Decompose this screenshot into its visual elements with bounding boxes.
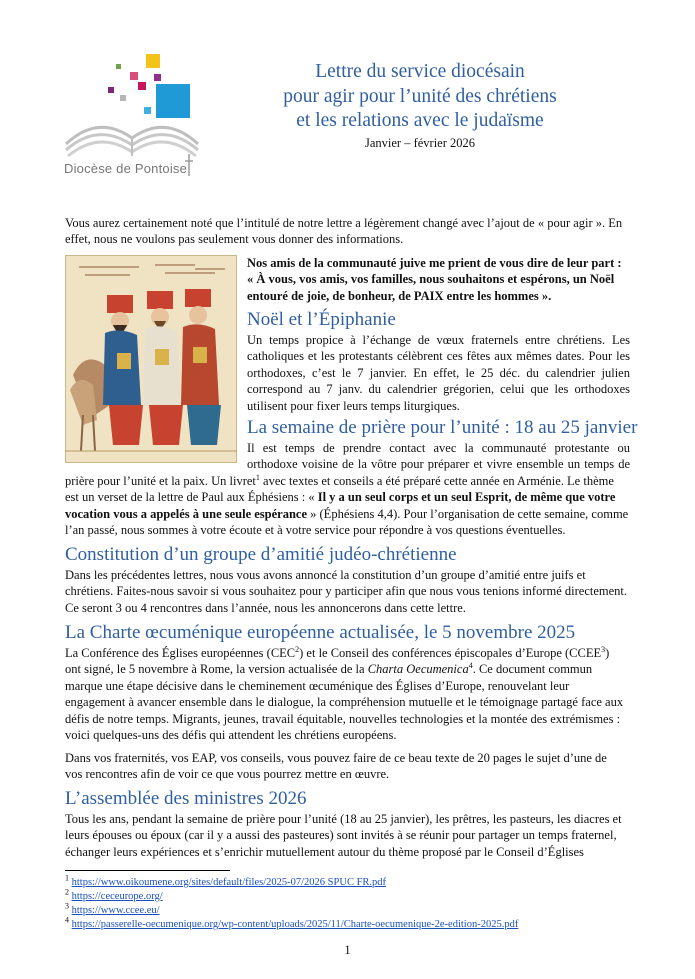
text-span: . Ce document commun xyxy=(472,662,593,677)
footnote-ref: 4 xyxy=(468,661,473,671)
text-line xyxy=(65,661,630,677)
text-line: l’an passé, nous sommes à votre écoute et à votre service pour répondre à vos questions éventuelles. xyxy=(65,523,566,538)
footnote-number: 3 xyxy=(65,901,69,911)
text-line: Vous aurez certainement noté que l’intitulé de notre lettre a légèrement changé avec l’ajout de « pour agir ». En xyxy=(65,216,623,230)
footnote-number: 4 xyxy=(65,915,69,925)
text-line: chrétiens. Faites-nous savoir si vous souhaitez pour y participer afin que nous vous tenions informé directement. xyxy=(65,584,628,599)
title-line: Lettre du service diocésain xyxy=(315,61,525,82)
text-line: effet, nous ne voulons pas seulement vous donner des informations. xyxy=(65,232,404,247)
text-line: Dans vos fraternités, vos EAP, vos conseils, vous pouvez faire de ce beau texte de 20 pages le sujet d’une de xyxy=(65,751,607,765)
footnote-link[interactable]: https://www.oikoumene.org/sites/default/files/2025-07/2026 SPUC FR.pdf xyxy=(71,877,387,888)
jewish-community-message xyxy=(247,255,630,304)
text-line: Un temps propice à l’échange de vœux fraternels entre chrétiens. Les xyxy=(247,333,630,347)
text-line: orthodoxes, c’est le 7 janvier. En effet, le 25 déc. du calendrier julien xyxy=(247,365,630,380)
footnote-ref: 2 xyxy=(295,644,300,654)
page-number: 1 xyxy=(344,943,351,957)
text-span: ) et le Conseil des conférences épiscopales d’Europe (CCEE xyxy=(299,646,602,660)
heading-assemblee-ministres: L’assemblée des ministres 2026 xyxy=(65,788,307,809)
text-span: est un verset de la lettre de Paul aux Éphésiens : « xyxy=(65,490,318,505)
bible-verse: vocation vous a appelés à une seule espérance xyxy=(65,506,308,521)
text-line: leurs épouses ou époux (car il y a aussi des pasteures) sont invités à se réunir pour partager un temps fraternel, xyxy=(65,828,617,843)
text-line xyxy=(65,489,630,505)
assemblee-paragraph xyxy=(65,811,630,860)
text-line: entouré de joie, de bonheur, de PAIX entre les hommes ». xyxy=(247,288,552,303)
letter-date: Janvier – février 2026 xyxy=(364,136,476,150)
logo-label: Diocèse de Pontoise xyxy=(64,161,188,176)
text-span: avec textes et conseils a été préparé cette année en Arménie. Le thème xyxy=(259,474,614,488)
text-line xyxy=(65,473,630,489)
text-line: orthodoxe voisine de la vôtre pour préparer et vivre ensemble un temps de xyxy=(247,457,630,472)
document-title: Charta Oecumenica xyxy=(367,662,469,677)
semaine-paragraph-narrow xyxy=(247,440,630,473)
text-line: engagement à avancer ensemble dans le dialogue, la compréhension mutuelle et le témoignage partagé face aux xyxy=(65,695,624,710)
footnote-number: 2 xyxy=(65,887,69,897)
footnote-separator xyxy=(65,870,230,871)
text-line: « À vous, vos amis, vos familles, nous souhaitons et espérons, un Noël xyxy=(247,272,615,287)
text-span: prière pour l’unité et la paix. Un livret xyxy=(65,474,256,488)
heading-groupe-amitie: Constitution d’un groupe d’amitié judéo-chrétienne xyxy=(65,544,457,565)
text-span: ) xyxy=(605,646,610,660)
text-line: Nos amis de la communauté juive me prient de vous dire de leur part : xyxy=(247,256,622,270)
heading-charte-oecumenique: La Charte œcuménique européenne actualisée, le 5 novembre 2025 xyxy=(65,622,576,643)
bible-verse: Il y a un seul corps et un seul Esprit, de même que votre xyxy=(317,490,616,505)
text-span: La Conférence des Églises européennes (CEC xyxy=(65,646,296,660)
text-line: catholiques et les protestants célèbrent ces fêtes aux mêmes dates. Pour les xyxy=(247,349,630,364)
semaine-paragraph-wide xyxy=(65,473,630,539)
footnote-3 xyxy=(65,901,160,919)
text-line: défis de notre temps. Migrants, jeunes, travail équitable, nouvelles technologies et la montée des extrémismes : xyxy=(65,711,621,726)
text-line: Il est temps de prendre contact avec la communauté protestante ou xyxy=(247,441,630,455)
footnote-ref: 3 xyxy=(601,644,606,654)
text-line: échanger leurs expériences et s’enrichir mutuellement autour du thème proposé par le Conseil d’Églises xyxy=(65,844,584,859)
footnote-4 xyxy=(65,915,519,933)
text-line xyxy=(65,506,630,522)
text-line: Tous les ans, pendant la semaine de prière pour l’unité (18 au 25 janvier), les prêtres, les pasteurs, les diacres et xyxy=(65,812,622,826)
footnote-1 xyxy=(65,873,387,891)
text-line: Ce seront 3 ou 4 rencontres dans l’année, nous les annoncerons dans cette lettre. xyxy=(65,600,466,615)
footnote-ref: 1 xyxy=(255,472,260,482)
text-line: utilisent pour fixer leurs temps liturgiques. xyxy=(247,398,460,413)
title-line: pour agir pour l’unité des chrétiens xyxy=(283,85,557,107)
text-line: Dans les précédentes lettres, nous vous avons annoncé la constitution d’un groupe d’amitié entre juifs et xyxy=(65,568,586,582)
three-magi-illustration xyxy=(65,255,237,463)
text-line: voici quelques-uns des défis qui attendent les chrétiens européens. xyxy=(65,728,397,743)
charte-paragraph xyxy=(65,645,630,743)
heading-semaine-priere: La semaine de prière pour l’unité : 18 au 25 janvier xyxy=(247,417,638,438)
letter-title xyxy=(240,60,600,134)
text-line: correspond au 7 janv. du calendrier grégorien, celui que les orthodoxes xyxy=(247,382,630,397)
footnote-link[interactable]: https://www.ccee.eu/ xyxy=(71,905,160,916)
text-span: ont signé, le 5 novembre à Rome, la version actualisée de la xyxy=(65,662,368,677)
footnote-number: 1 xyxy=(65,873,69,883)
text-line xyxy=(65,645,630,661)
text-span: » (Éphésiens 4,4). Pour l’organisation de cette semaine, comme xyxy=(307,506,629,521)
charte-paragraph-2 xyxy=(65,750,630,783)
footnote-link[interactable]: https://passerelle-oecumenique.org/wp-content/uploads/2025/11/Charte-oecumenique-2e-edition-2025.pdf xyxy=(71,919,519,930)
text-line: vos rencontres afin de voir ce que vous pourrez mettre en œuvre. xyxy=(65,767,390,782)
amitie-paragraph xyxy=(65,567,630,616)
footnote-link[interactable]: https://ceceurope.org/ xyxy=(71,891,163,902)
footnote-2 xyxy=(65,887,163,905)
text-line: marque une étape décisive dans le cheminement œcuménique des Églises d’Europe, renouvelant leur xyxy=(65,678,570,693)
heading-noel-epiphanie: Noël et l’Épiphanie xyxy=(247,309,396,330)
title-line: et les relations avec le judaïsme xyxy=(296,110,544,131)
noel-paragraph xyxy=(247,332,630,414)
intro-paragraph xyxy=(65,215,630,248)
